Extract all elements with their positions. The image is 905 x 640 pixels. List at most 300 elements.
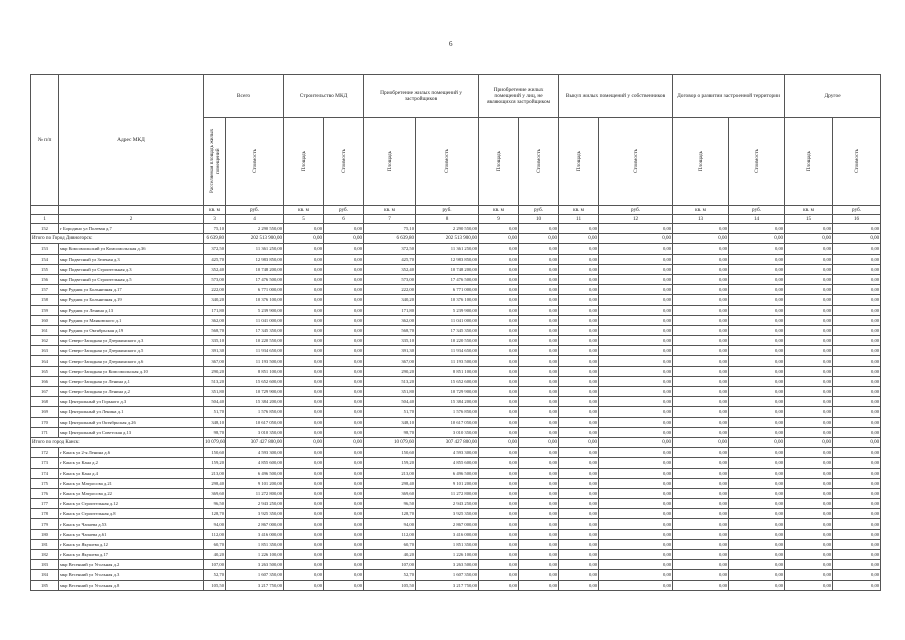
- row-total-area: 51,70: [204, 407, 226, 417]
- row-other-area: 0,00: [785, 224, 833, 234]
- row-agreement-cost: 0,00: [729, 458, 785, 468]
- row-dev-area: 362,00: [364, 315, 416, 325]
- row-buyout-area: 0,00: [559, 458, 599, 468]
- row-other-area: 0,00: [785, 244, 833, 254]
- column-number: 3: [204, 215, 226, 224]
- row-build-area: 0,00: [284, 478, 324, 488]
- row-total-cost: 4 855 600,00: [226, 458, 284, 468]
- row-total-cost: 17 345 350,00: [226, 325, 284, 335]
- row-other-area: 0,00: [785, 346, 833, 356]
- column-number: 14: [729, 215, 785, 224]
- column-number: 10: [519, 215, 559, 224]
- row-total-cost: 6 496 500,00: [226, 468, 284, 478]
- row-buyout-cost: 0,00: [599, 427, 673, 437]
- row-dev-area: 222,00: [364, 285, 416, 295]
- row-build-area: 0,00: [284, 519, 324, 529]
- row-agreement-cost: 0,00: [729, 519, 785, 529]
- row-number: 160: [31, 315, 59, 325]
- row-agreement-cost: 0,00: [729, 427, 785, 437]
- row-dev-area: 352,40: [364, 264, 416, 274]
- row-build-area: 0,00: [284, 458, 324, 468]
- table-row: [31, 570, 881, 580]
- row-other-cost: 0,00: [833, 387, 881, 397]
- unit-rub: руб.: [519, 206, 559, 215]
- row-buyout-cost: 0,00: [599, 499, 673, 509]
- row-agreement-area: 0,00: [673, 366, 729, 376]
- row-agreement-area: 0,00: [673, 529, 729, 539]
- header-group-total: Всего: [204, 75, 284, 118]
- column-number: 5: [284, 215, 324, 224]
- row-agreement-area: 0,00: [673, 570, 729, 580]
- row-build-area: 0,00: [284, 560, 324, 570]
- row-build-area: 0,00: [284, 356, 324, 366]
- row-total-area: 105,50: [204, 580, 226, 590]
- row-build-cost: 0,00: [324, 397, 364, 407]
- row-other-cost: 0,00: [833, 274, 881, 284]
- row-total-area: 60,70: [204, 539, 226, 549]
- row-dev-cost: 3 217 750,00: [416, 580, 479, 590]
- row-other-cost: 0,00: [833, 448, 881, 458]
- row-agreement-cost: 0,00: [729, 264, 785, 274]
- row-address: г Канск ул Кана д.2: [59, 458, 204, 468]
- row-other-area: 0,00: [785, 264, 833, 274]
- row-total-cost: 2 867 000,00: [226, 519, 284, 529]
- row-total-area: 340,20: [204, 295, 226, 305]
- row-total-cost: 10 376 100,00: [226, 295, 284, 305]
- row-other-cost: 0,00: [833, 427, 881, 437]
- row-buyout-cost: 0,00: [599, 387, 673, 397]
- header-buyout-area: Площадь: [559, 118, 599, 206]
- row-dev-cost: 202 513 900,00: [416, 234, 479, 244]
- row-nondev-area: 0,00: [479, 274, 519, 284]
- row-other-cost: 0,00: [833, 285, 881, 295]
- row-nondev-area: 0,00: [479, 407, 519, 417]
- subtotal-label: Итого по Город Дивногорск:: [31, 234, 204, 244]
- row-build-area: 0,00: [284, 376, 324, 386]
- row-total-cost: 4 593 300,00: [226, 448, 284, 458]
- row-nondev-cost: 0,00: [519, 366, 559, 376]
- row-buyout-area: 0,00: [559, 539, 599, 549]
- row-buyout-area: 0,00: [559, 448, 599, 458]
- row-nondev-cost: 0,00: [519, 295, 559, 305]
- row-dev-area: 367,00: [364, 356, 416, 366]
- row-agreement-area: 0,00: [673, 458, 729, 468]
- row-total-cost: 5 239 900,00: [226, 305, 284, 315]
- row-number: 179: [31, 519, 59, 529]
- row-other-cost: 0,00: [833, 519, 881, 529]
- row-address: мкр Северо-Западная ул Комсомольская д.10: [59, 366, 204, 376]
- row-other-area: 0,00: [785, 356, 833, 366]
- row-buyout-area: 0,00: [559, 488, 599, 498]
- row-total-area: 40,20: [204, 550, 226, 560]
- table-row: [31, 356, 881, 366]
- row-dev-cost: 15 384 200,00: [416, 397, 479, 407]
- row-dev-area: 6 639,80: [364, 234, 416, 244]
- row-agreement-cost: 0,00: [729, 550, 785, 560]
- row-agreement-cost: 0,00: [729, 254, 785, 264]
- row-buyout-cost: 0,00: [599, 488, 673, 498]
- row-buyout-cost: 0,00: [599, 468, 673, 478]
- table-row: [31, 468, 881, 478]
- row-nondev-cost: 0,00: [519, 478, 559, 488]
- row-dev-cost: 2 290 550,00: [416, 224, 479, 234]
- unit-sq: кв. м: [673, 206, 729, 215]
- row-address: г Канск ул Строительная д.8: [59, 509, 204, 519]
- row-total-area: 352,40: [204, 264, 226, 274]
- row-other-cost: 0,00: [833, 325, 881, 335]
- row-buyout-cost: 0,00: [599, 285, 673, 295]
- row-nondev-area: 0,00: [479, 336, 519, 346]
- row-agreement-cost: 0,00: [729, 448, 785, 458]
- row-agreement-area: 0,00: [673, 407, 729, 417]
- row-agreement-cost: 0,00: [729, 560, 785, 570]
- row-other-cost: 0,00: [833, 580, 881, 590]
- row-dev-cost: 4 855 600,00: [416, 458, 479, 468]
- row-build-area: 0,00: [284, 387, 324, 397]
- units-row: [31, 206, 881, 215]
- row-other-cost: 0,00: [833, 336, 881, 346]
- row-address: г Канск ул Якушева д.12: [59, 539, 204, 549]
- row-total-area: 362,00: [204, 315, 226, 325]
- row-other-area: 0,00: [785, 550, 833, 560]
- unit-sq: кв. м: [284, 206, 324, 215]
- table-row: [31, 305, 881, 315]
- row-total-cost: 2 290 550,00: [226, 224, 284, 234]
- row-other-cost: 0,00: [833, 224, 881, 234]
- row-total-cost: 11 041 000,00: [226, 315, 284, 325]
- row-dev-cost: 17 476 500,00: [416, 274, 479, 284]
- row-dev-cost: 307 427 800,00: [416, 437, 479, 447]
- row-dev-area: 340,20: [364, 295, 416, 305]
- row-build-cost: 0,00: [324, 387, 364, 397]
- row-other-cost: 0,00: [833, 478, 881, 488]
- row-build-cost: 0,00: [324, 519, 364, 529]
- row-other-cost: 0,00: [833, 346, 881, 356]
- row-agreement-area: 0,00: [673, 580, 729, 590]
- row-agreement-area: 0,00: [673, 550, 729, 560]
- header-total-cost: Стоимость: [226, 118, 284, 206]
- row-other-area: 0,00: [785, 560, 833, 570]
- row-total-cost: 1 851 350,00: [226, 539, 284, 549]
- row-dev-cost: 1 226 100,00: [416, 550, 479, 560]
- row-build-cost: 0,00: [324, 468, 364, 478]
- row-build-area: 0,00: [284, 397, 324, 407]
- row-agreement-area: 0,00: [673, 325, 729, 335]
- row-nondev-cost: 0,00: [519, 499, 559, 509]
- row-address: мкр Весенний ул Угольная д.3: [59, 570, 204, 580]
- row-buyout-area: 0,00: [559, 437, 599, 447]
- row-buyout-cost: 0,00: [599, 254, 673, 264]
- header-build-cost: Стоимость: [324, 118, 364, 206]
- row-other-cost: 0,00: [833, 458, 881, 468]
- row-other-cost: 0,00: [833, 254, 881, 264]
- row-address: г Канск ул Строительная д.12: [59, 499, 204, 509]
- row-dev-area: 335,10: [364, 336, 416, 346]
- row-agreement-area: 0,00: [673, 295, 729, 305]
- row-dev-cost: 1 607 350,00: [416, 570, 479, 580]
- row-address: мкр Рудник ул Больничная д.19: [59, 295, 204, 305]
- row-number: 169: [31, 407, 59, 417]
- row-nondev-cost: 0,00: [519, 458, 559, 468]
- table-row: [31, 254, 881, 264]
- row-address: г Бородино ул Полевая д.7: [59, 224, 204, 234]
- row-other-area: 0,00: [785, 407, 833, 417]
- row-agreement-area: 0,00: [673, 397, 729, 407]
- row-buyout-cost: 0,00: [599, 580, 673, 590]
- unit-rub: руб.: [729, 206, 785, 215]
- column-number: 8: [416, 215, 479, 224]
- row-dev-area: 351,80: [364, 387, 416, 397]
- row-total-cost: 1 607 350,00: [226, 570, 284, 580]
- row-dev-area: 40,20: [364, 550, 416, 560]
- row-total-area: 504,40: [204, 397, 226, 407]
- column-numbers-row: [31, 215, 881, 224]
- row-build-cost: 0,00: [324, 570, 364, 580]
- row-address: г Канск ул 2-я Ленина д.6: [59, 448, 204, 458]
- row-build-area: 0,00: [284, 499, 324, 509]
- unit-sq: кв. м: [785, 206, 833, 215]
- row-buyout-area: 0,00: [559, 499, 599, 509]
- row-dev-cost: 10 748 200,00: [416, 264, 479, 274]
- row-buyout-area: 0,00: [559, 356, 599, 366]
- row-buyout-cost: 0,00: [599, 315, 673, 325]
- row-nondev-cost: 0,00: [519, 417, 559, 427]
- row-agreement-cost: 0,00: [729, 580, 785, 590]
- row-dev-cost: 10 729 900,00: [416, 387, 479, 397]
- row-dev-cost: 2 943 250,00: [416, 499, 479, 509]
- row-nondev-area: 0,00: [479, 315, 519, 325]
- row-nondev-cost: 0,00: [519, 315, 559, 325]
- row-total-cost: 11 193 500,00: [226, 356, 284, 366]
- row-build-cost: 0,00: [324, 417, 364, 427]
- row-total-cost: 17 476 500,00: [226, 274, 284, 284]
- row-agreement-cost: 0,00: [729, 325, 785, 335]
- row-total-cost: 10 617 050,00: [226, 417, 284, 427]
- table-row: [31, 509, 881, 519]
- header-group-other: Другое: [785, 75, 881, 118]
- header-group-buyout: Выкуп жилых помещений у собственников: [559, 75, 673, 118]
- row-other-cost: 0,00: [833, 539, 881, 549]
- row-dev-cost: 1 851 350,00: [416, 539, 479, 549]
- row-address: мкр Центральный ул Ленина д.1: [59, 407, 204, 417]
- row-dev-area: 391,30: [364, 346, 416, 356]
- row-other-area: 0,00: [785, 325, 833, 335]
- row-nondev-cost: 0,00: [519, 580, 559, 590]
- row-other-cost: 0,00: [833, 397, 881, 407]
- row-agreement-cost: 0,00: [729, 468, 785, 478]
- row-total-area: 94,00: [204, 519, 226, 529]
- row-total-area: 98,70: [204, 427, 226, 437]
- row-agreement-area: 0,00: [673, 488, 729, 498]
- row-nondev-cost: 0,00: [519, 234, 559, 244]
- row-dev-area: 513,20: [364, 376, 416, 386]
- row-dev-cost: 11 193 500,00: [416, 356, 479, 366]
- row-buyout-area: 0,00: [559, 274, 599, 284]
- row-total-area: 369,60: [204, 488, 226, 498]
- row-address: мкр Комсомольский ул Комсомольская д.36: [59, 244, 204, 254]
- row-build-cost: 0,00: [324, 407, 364, 417]
- row-nondev-area: 0,00: [479, 387, 519, 397]
- row-total-cost: 3 416 000,00: [226, 529, 284, 539]
- row-agreement-cost: 0,00: [729, 499, 785, 509]
- row-agreement-area: 0,00: [673, 560, 729, 570]
- column-number: 7: [364, 215, 416, 224]
- row-buyout-cost: 0,00: [599, 509, 673, 519]
- table-row: [31, 224, 881, 234]
- row-nondev-cost: 0,00: [519, 264, 559, 274]
- row-agreement-cost: 0,00: [729, 366, 785, 376]
- table-row: [31, 397, 881, 407]
- row-number: 180: [31, 529, 59, 539]
- row-build-cost: 0,00: [324, 539, 364, 549]
- row-other-cost: 0,00: [833, 417, 881, 427]
- row-nondev-area: 0,00: [479, 356, 519, 366]
- row-total-area: 335,10: [204, 336, 226, 346]
- row-total-cost: 10 729 900,00: [226, 387, 284, 397]
- row-nondev-cost: 0,00: [519, 274, 559, 284]
- row-agreement-area: 0,00: [673, 539, 729, 549]
- row-dev-area: 105,50: [364, 580, 416, 590]
- row-build-cost: 0,00: [324, 336, 364, 346]
- row-dev-area: 51,70: [364, 407, 416, 417]
- unit-rub: руб.: [833, 206, 881, 215]
- row-dev-cost: 3 263 500,00: [416, 560, 479, 570]
- row-agreement-cost: 0,00: [729, 407, 785, 417]
- row-buyout-cost: 0,00: [599, 397, 673, 407]
- row-buyout-area: 0,00: [559, 427, 599, 437]
- header-no: № п/п: [31, 75, 59, 206]
- row-number: 172: [31, 448, 59, 458]
- row-agreement-cost: 0,00: [729, 234, 785, 244]
- column-number: 16: [833, 215, 881, 224]
- row-nondev-cost: 0,00: [519, 325, 559, 335]
- row-nondev-cost: 0,00: [519, 285, 559, 295]
- row-build-cost: 0,00: [324, 366, 364, 376]
- row-nondev-area: 0,00: [479, 458, 519, 468]
- row-dev-cost: 11 272 800,00: [416, 488, 479, 498]
- row-buyout-area: 0,00: [559, 397, 599, 407]
- row-total-cost: 12 983 850,00: [226, 254, 284, 264]
- column-number: 1: [31, 215, 59, 224]
- row-other-area: 0,00: [785, 468, 833, 478]
- unit-sq: кв. м: [204, 206, 226, 215]
- row-agreement-cost: 0,00: [729, 397, 785, 407]
- row-dev-area: 372,50: [364, 244, 416, 254]
- row-total-area: 6 639,80: [204, 234, 226, 244]
- row-nondev-area: 0,00: [479, 285, 519, 295]
- row-address: мкр Центральный ул Горького д.3: [59, 397, 204, 407]
- row-buyout-cost: 0,00: [599, 458, 673, 468]
- row-dev-cost: 11 041 000,00: [416, 315, 479, 325]
- row-nondev-area: 0,00: [479, 448, 519, 458]
- row-number: 163: [31, 346, 59, 356]
- row-other-cost: 0,00: [833, 244, 881, 254]
- row-nondev-cost: 0,00: [519, 550, 559, 560]
- row-total-area: 52,70: [204, 570, 226, 580]
- header-nondev-area: Площадь: [479, 118, 519, 206]
- row-nondev-area: 0,00: [479, 478, 519, 488]
- row-nondev-area: 0,00: [479, 550, 519, 560]
- row-build-cost: 0,00: [324, 224, 364, 234]
- row-number: 178: [31, 509, 59, 519]
- row-dev-area: 425,70: [364, 254, 416, 264]
- row-nondev-cost: 0,00: [519, 468, 559, 478]
- row-nondev-area: 0,00: [479, 437, 519, 447]
- row-nondev-cost: 0,00: [519, 488, 559, 498]
- row-other-cost: 0,00: [833, 529, 881, 539]
- table-row: [31, 458, 881, 468]
- row-nondev-area: 0,00: [479, 488, 519, 498]
- row-buyout-area: 0,00: [559, 254, 599, 264]
- row-total-area: 213,00: [204, 468, 226, 478]
- table-row: [31, 366, 881, 376]
- row-build-cost: 0,00: [324, 437, 364, 447]
- table-body: [31, 224, 881, 591]
- row-other-area: 0,00: [785, 478, 833, 488]
- row-nondev-area: 0,00: [479, 539, 519, 549]
- row-nondev-area: 0,00: [479, 499, 519, 509]
- row-build-cost: 0,00: [324, 274, 364, 284]
- row-agreement-cost: 0,00: [729, 346, 785, 356]
- row-other-area: 0,00: [785, 285, 833, 295]
- row-build-area: 0,00: [284, 468, 324, 478]
- table-row: [31, 315, 881, 325]
- row-other-area: 0,00: [785, 234, 833, 244]
- row-address: мкр Северо-Западная ул Дзержинского д.6: [59, 356, 204, 366]
- row-buyout-cost: 0,00: [599, 539, 673, 549]
- row-buyout-area: 0,00: [559, 529, 599, 539]
- row-number: 157: [31, 285, 59, 295]
- row-build-cost: 0,00: [324, 244, 364, 254]
- row-build-area: 0,00: [284, 305, 324, 315]
- row-other-area: 0,00: [785, 519, 833, 529]
- row-build-area: 0,00: [284, 448, 324, 458]
- row-number: 162: [31, 336, 59, 346]
- row-buyout-area: 0,00: [559, 509, 599, 519]
- row-build-cost: 0,00: [324, 325, 364, 335]
- row-build-area: 0,00: [284, 580, 324, 590]
- row-nondev-area: 0,00: [479, 570, 519, 580]
- row-total-area: 573,00: [204, 274, 226, 284]
- row-number: 177: [31, 499, 59, 509]
- row-number: 182: [31, 550, 59, 560]
- table-row: [31, 580, 881, 590]
- row-agreement-area: 0,00: [673, 285, 729, 295]
- row-nondev-area: 0,00: [479, 234, 519, 244]
- column-number: 6: [324, 215, 364, 224]
- table-row: [31, 417, 881, 427]
- row-buyout-cost: 0,00: [599, 570, 673, 580]
- row-dev-area: 75,10: [364, 224, 416, 234]
- unit-sq: кв. м: [364, 206, 416, 215]
- row-build-cost: 0,00: [324, 234, 364, 244]
- row-total-cost: 3 010 350,00: [226, 427, 284, 437]
- row-number: 156: [31, 274, 59, 284]
- row-number: 168: [31, 397, 59, 407]
- row-build-cost: 0,00: [324, 550, 364, 560]
- row-build-cost: 0,00: [324, 305, 364, 315]
- row-total-cost: 10 748 200,00: [226, 264, 284, 274]
- row-other-area: 0,00: [785, 295, 833, 305]
- row-total-area: 222,00: [204, 285, 226, 295]
- table-row: [31, 560, 881, 570]
- row-number: 167: [31, 387, 59, 397]
- row-buyout-cost: 0,00: [599, 234, 673, 244]
- row-agreement-area: 0,00: [673, 356, 729, 366]
- row-agreement-area: 0,00: [673, 254, 729, 264]
- row-buyout-area: 0,00: [559, 224, 599, 234]
- header-other-cost: Стоимость: [833, 118, 881, 206]
